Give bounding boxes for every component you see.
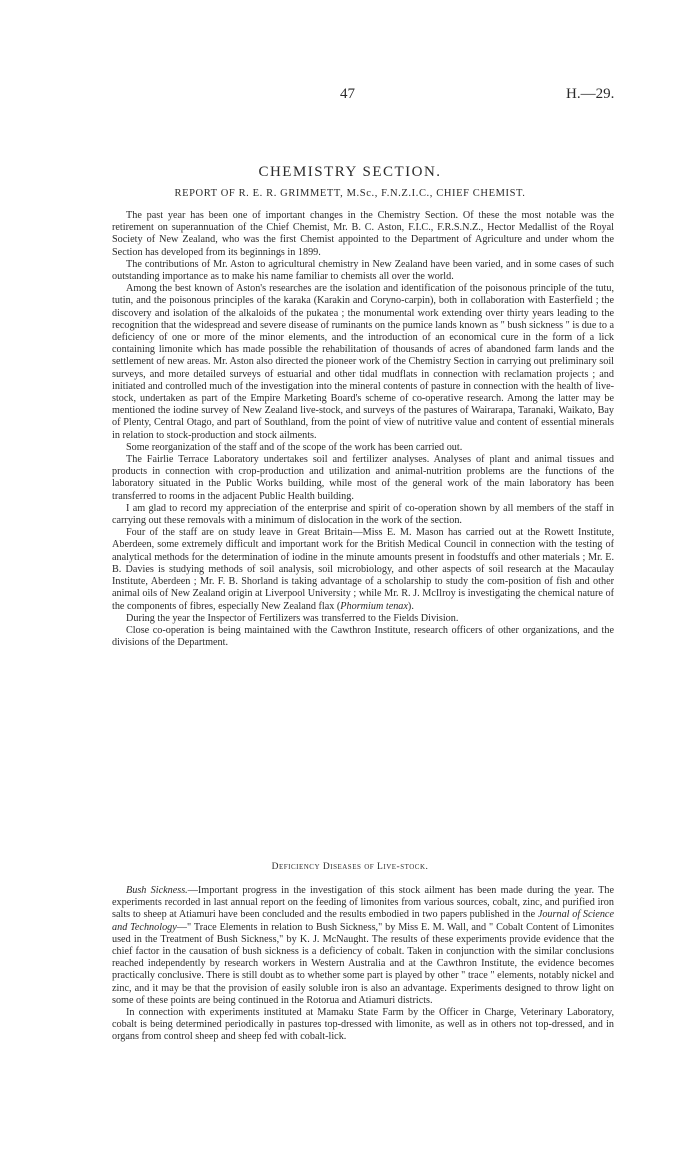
paragraph-bush-sickness: Bush Sickness.—Important progress in the investigation of this stock ailment has been made during the year. The experiments recorded in last annual report on the feeding of limonites from various sources, cobalt, zinc, and purified iron salts to sheep at Atiamuri have been concluded and the results embodied in two papers published in the Journal of Science and Technology—" Trace Elements in relation to Bush Sickness," by Miss E. M. Wall, and " Cobalt Content of Limonites used in the Treatment of Bush Sickness," by K. J. McNaught. The results of these experiments provide evidence that the chief factor in the causation of bush sickness is a deficiency of cobalt. Taken in conjunction with the similar conclusions reached independently by research workers in Western Australia and at the Cawthron Institute, the evidence becomes practically conclusive. There is still doubt as to whether some part is played by other " trace " elements, notably nickel and zinc, and it may be that the provision of easily soluble iron is also an advantage. Experiments designed to throw light on some of these points are being continued in the Rotorua and Atiamuri districts. bbox=[112, 885, 614, 1006]
page-header bbox=[0, 86, 700, 106]
paragraph-cooperation: Close co-operation is being maintained with the Cawthron Institute, research officers of other organizations, and the divisions of the Department. bbox=[112, 624, 614, 649]
page-number: 47 bbox=[340, 86, 355, 102]
paragraph-study-leave: Four of the staff are on study leave in Great Britain—Miss E. M. Mason has carried out at the Rowett Institute, Aberdeen, some extremely difficult and important work for the British Medical Council in connection with the testing of analytical methods for the determination of iodine in the minute amounts present in foodstuffs and other materials ; Mr. E. B. Davies is studying methods of soil analysis, soil microbiology, and other aspects of soil research at the Macaulay Institute, Aberdeen ; Mr. F. B. Shorland is taking advantage of a scholarship to study the com-position of fish and other animal oils of New Zealand origin at Liverpool University ; while Mr. R. J. McIlroy is investigating the chemical nature of the components of fibres, especially New Zealand flax (Phormium tenax). bbox=[112, 527, 614, 612]
report-title: REPORT OF R. E. R. GRIMMETT, M.Sc., F.N.Z.I.C., CHIEF CHEMIST. bbox=[174, 188, 526, 199]
journal-title: Journal of Science and Technology bbox=[112, 909, 614, 933]
paragraph-laboratories: The Fairlie Terrace Laboratory undertakes soil and fertilizer analyses. Analyses of plant and animal tissues and products in connection with crop-production and utilization and animal-nutrition problems are the functions of the laboratory situated in the Public Works building, while most of the general work of the main laboratory has been transferred to rooms in the adjacent Public Health building. bbox=[112, 454, 614, 502]
report-body bbox=[112, 210, 614, 649]
section-title: CHEMISTRY SECTION. bbox=[258, 164, 442, 180]
paragraph-fertilizers: During the year the Inspector of Fertilizers was transferred to the Fields Division. bbox=[126, 612, 459, 624]
run-in-heading: Bush Sickness. bbox=[126, 885, 188, 896]
species-name: Phormium tenax bbox=[340, 600, 408, 612]
document-reference: H.—29. bbox=[566, 86, 615, 102]
paragraph-contributions: The contributions of Mr. Aston to agricultural chemistry in New Zealand have been varied, and in some cases of such outstanding importance as to make his name familiar to chemists all over the world. bbox=[112, 258, 614, 283]
deficiency-body bbox=[112, 885, 614, 1044]
paragraph-appreciation: I am glad to record my appreciation of the enterprise and spirit of co-operation shown by all members of the staff in carrying out these removals with a minimum of dislocation in the work of the section. bbox=[112, 502, 614, 527]
paragraph-retirement: The past year has been one of important changes in the Chemistry Section. Of these the most notable was the retirement on superannuation of the Chief Chemist, Mr. B. C. Aston, F.I.C., F.R.S.N.Z., Hector Medallist of the Royal Society of New Zealand, who was the first Chemist appointed to the Department of Agriculture and under whom the Section has developed from its beginnings in 1899. bbox=[112, 210, 614, 258]
paragraph-researches: Among the best known of Aston's researches are the isolation and identification of the poisonous principle of the tutu, tutin, and the poisonous principles of the karaka (Karakin and Coryno-carpin), both in collaboration with Easterfield ; the discovery and isolation of the alkaloids of the pukatea ; the monumental work extending over thirty years leading to the recognition that the widespread and severe disease of ruminants on the pumice lands known as " bush sickness " is due to a deficiency of one or more of the minor elements, and the introduction of an economical cure in the form of a lick containing limonite which has made possible the rehabilitation of thousands of acres of abandoned farm lands and the settlement of new areas. Mr. Aston also directed the pioneer work of the Chemistry Section in carrying out preliminary soil surveys, and more detailed surveys of estuarial and other tidal mudflats in connection with reclamation projects ; and initiated and controlled much of the investigation into the mineral contents of pasture in connection with the health of live-stock, undertaken as part of the Empire Marketing Board's scheme of co-operative research. Among the latter may be mentioned the iodine survey of New Zealand live-stock, and surveys of the pastures of Wairarapa, Taranaki, Waikato, Bay of Plenty, Central Otago, and part of Southland, from the point of view of nutritive value and content of essential minerals in relation to stock-production and stock ailments. bbox=[112, 283, 614, 441]
paragraph-mamaku: In connection with experiments instituted at Mamaku State Farm by the Officer in Charge, Veterinary Laboratory, cobalt is being determined periodically in pastures top-dressed with limonite, as well as in others not top-dressed, and in organs from control sheep and sheep fed with cobalt-lick. bbox=[112, 1007, 614, 1043]
sub-heading: Deficiency Diseases of Live-stock. bbox=[271, 862, 429, 872]
paragraph-reorganization: Some reorganization of the staff and of the scope of the work has been carried out. bbox=[126, 441, 463, 453]
